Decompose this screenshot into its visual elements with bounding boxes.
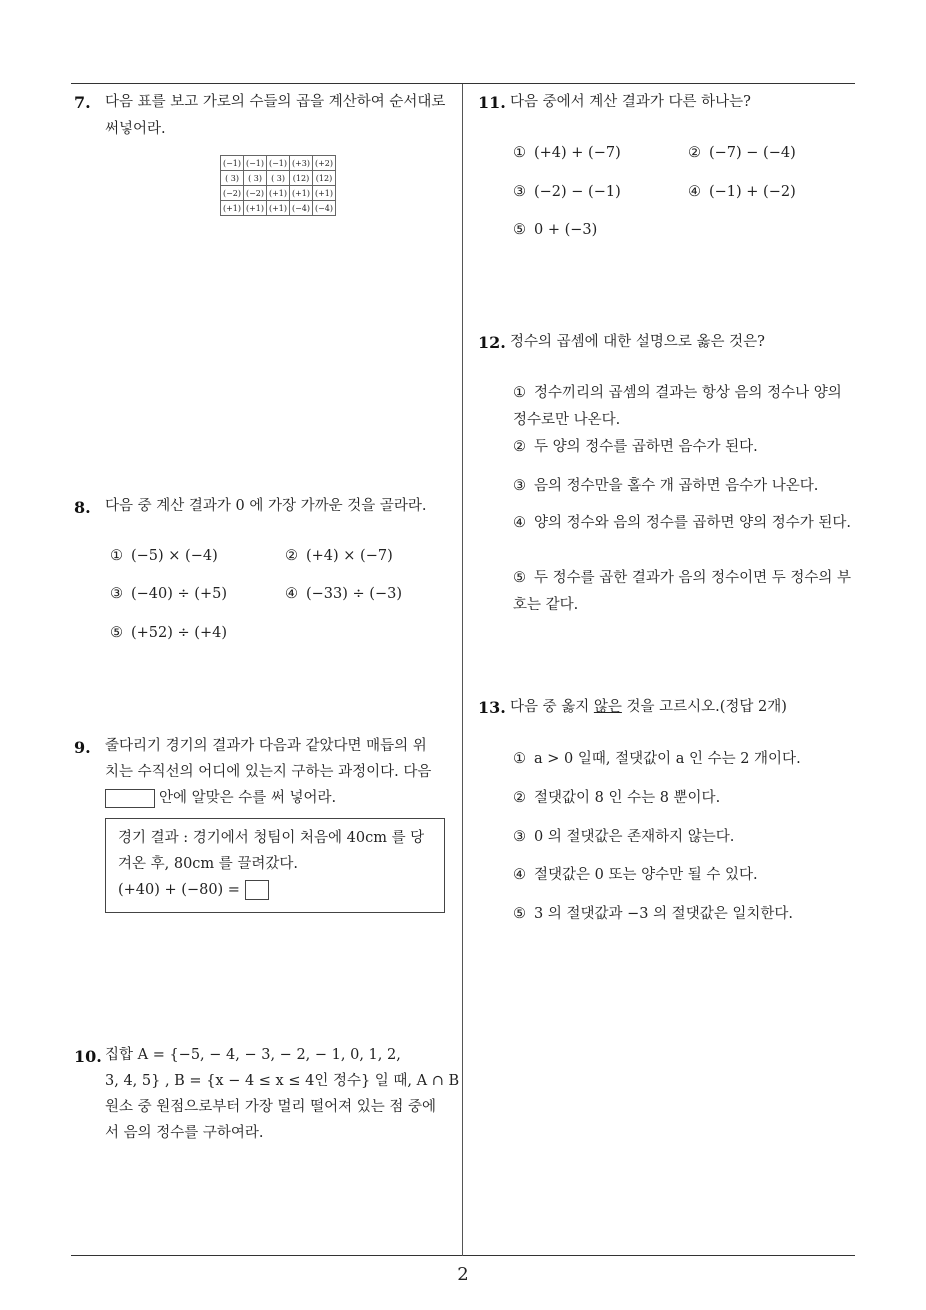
- option-text: 두 정수를 곱한 결과가 음의 정수이면 두 정수의 부호는 같다.: [513, 570, 852, 613]
- table-cell: ( 3): [221, 171, 244, 186]
- table-cell: (+2): [313, 156, 336, 171]
- table-cell: (−1): [244, 156, 267, 171]
- option-text: 음의 정수만을 홀수 개 곱하면 음수가 나온다.: [534, 478, 819, 494]
- question-12-option-5[interactable]: [513, 565, 851, 619]
- table-cell: (12): [290, 171, 313, 186]
- option-mark: ⑤: [513, 570, 526, 586]
- page-number: 2: [457, 1264, 469, 1285]
- question-12-option-2[interactable]: [513, 434, 851, 461]
- table-cell: (+1): [290, 186, 313, 201]
- question-11-option-3[interactable]: [513, 179, 621, 205]
- table-cell: (−1): [221, 156, 244, 171]
- option-mark: ④: [688, 184, 701, 200]
- option-text: 0 + (−3): [534, 222, 598, 238]
- table-row: [221, 186, 336, 201]
- question-12-option-1[interactable]: [513, 380, 851, 434]
- question-9-box-line-2: 겨온 후, 80cm 를 끌려갔다.: [118, 856, 299, 872]
- question-13-option-4[interactable]: [513, 862, 758, 888]
- table-cell: (12): [313, 171, 336, 186]
- question-9-line-2: 치는 수직선의 어디에 있는지 구하는 과정이다. 다음: [105, 764, 432, 780]
- option-mark: ②: [285, 548, 298, 564]
- table-cell: (−4): [290, 201, 313, 216]
- table-cell: (−2): [221, 186, 244, 201]
- table-cell: (−2): [244, 186, 267, 201]
- question-8-number: 8.: [74, 498, 91, 517]
- option-mark: ①: [513, 751, 526, 767]
- option-mark: ②: [688, 145, 701, 161]
- question-13-option-5[interactable]: [513, 901, 793, 927]
- question-13-option-3[interactable]: [513, 824, 734, 850]
- option-mark: ⑤: [513, 906, 526, 922]
- question-10-line-2: 3, 4, 5} , B = {x − 4 ≤ x ≤ 4인 정수} 일 때, A ∩ B: [105, 1073, 460, 1089]
- question-9-box-equation: [118, 877, 269, 904]
- option-mark: ①: [513, 385, 526, 401]
- option-mark: ③: [513, 478, 526, 494]
- table-row: [221, 201, 336, 216]
- option-text: 절댓값은 0 또는 양수만 될 수 있다.: [534, 867, 758, 883]
- question-9-number: 9.: [74, 738, 91, 757]
- question-13-text: [510, 694, 787, 721]
- option-mark: ⑤: [110, 625, 123, 641]
- option-text: (+4) + (−7): [534, 145, 621, 161]
- table-cell: (+3): [290, 156, 313, 171]
- question-10-line-3: 원소 중 원점으로부터 가장 멀리 떨어져 있는 점 중에: [105, 1099, 437, 1115]
- option-text: 정수끼리의 곱셈의 결과는 항상 음의 정수나 양의 정수로만 나온다.: [513, 385, 842, 428]
- table-cell: (−1): [267, 156, 290, 171]
- option-text: (−1) + (−2): [709, 184, 796, 200]
- option-text: 3 의 절댓값과 −3 의 절댓값은 일치한다.: [534, 906, 793, 922]
- option-text: (+52) ÷ (+4): [131, 625, 227, 641]
- option-mark: ③: [513, 184, 526, 200]
- column-divider: [462, 84, 463, 1256]
- question-13-text-after: 것을 고르시오.(정답 2개): [621, 699, 787, 715]
- option-mark: ②: [513, 439, 526, 455]
- option-mark: ①: [513, 145, 526, 161]
- table-cell: ( 3): [244, 171, 267, 186]
- answer-blank-box[interactable]: [245, 880, 269, 900]
- question-7-number: 7.: [74, 93, 91, 112]
- option-text: (−7) − (−4): [709, 145, 796, 161]
- question-13-option-2[interactable]: [513, 785, 720, 811]
- question-12-option-4[interactable]: [513, 510, 851, 537]
- question-11-option-4[interactable]: [688, 179, 796, 205]
- option-text: (−33) ÷ (−3): [306, 586, 402, 602]
- table-cell: (+1): [267, 201, 290, 216]
- question-11-number: 11.: [478, 93, 506, 112]
- table-row: [221, 171, 336, 186]
- answer-blank-inline[interactable]: [105, 789, 155, 808]
- table-cell: (+1): [267, 186, 290, 201]
- question-8-option-4[interactable]: [285, 581, 402, 607]
- question-7-table: [220, 155, 336, 216]
- question-9-box-line-1: 경기 결과 : 경기에서 청팀이 처음에 40cm 를 당: [118, 830, 425, 846]
- question-9-line-3-text: 안에 알맞은 수를 써 넣어라.: [159, 790, 337, 806]
- option-mark: ③: [513, 829, 526, 845]
- option-mark: ④: [285, 586, 298, 602]
- question-12-option-3[interactable]: [513, 473, 851, 500]
- option-text: (−2) − (−1): [534, 184, 621, 200]
- option-text: (−5) × (−4): [131, 548, 218, 564]
- question-8-option-5[interactable]: [110, 620, 227, 646]
- table-cell: (+1): [221, 201, 244, 216]
- question-11-option-2[interactable]: [688, 140, 796, 166]
- question-13-option-1[interactable]: [513, 746, 801, 772]
- question-11-text: 다음 중에서 계산 결과가 다른 하나는?: [510, 94, 751, 110]
- bottom-rule: [71, 1255, 855, 1256]
- question-12-number: 12.: [478, 333, 506, 352]
- question-12-text: 정수의 곱셈에 대한 설명으로 옳은 것은?: [510, 334, 765, 350]
- question-8-option-1[interactable]: [110, 543, 218, 569]
- table-cell: (−4): [313, 201, 336, 216]
- question-10-number: 10.: [74, 1047, 102, 1066]
- table-cell: (+1): [244, 201, 267, 216]
- option-text: (−40) ÷ (+5): [131, 586, 227, 602]
- question-13-number: 13.: [478, 698, 506, 717]
- option-mark: ③: [110, 586, 123, 602]
- question-11-option-1[interactable]: [513, 140, 621, 166]
- option-text: 양의 정수와 음의 정수를 곱하면 양의 정수가 된다.: [534, 515, 852, 531]
- option-text: a > 0 일때, 절댓값이 a 인 수는 2 개이다.: [534, 751, 801, 767]
- equation-text: (+40) + (−80) =: [118, 882, 240, 898]
- option-mark: ④: [513, 515, 526, 531]
- question-9-line-3: [105, 785, 336, 812]
- question-8-text: 다음 중 계산 결과가 0 에 가장 가까운 것을 골라라.: [105, 498, 427, 514]
- option-text: 절댓값이 8 인 수는 8 뿐이다.: [534, 790, 721, 806]
- question-13-text-underlined: 않은: [593, 699, 622, 715]
- question-10-line-1: 집합 A = {−5, − 4, − 3, − 2, − 1, 0, 1, 2,: [105, 1047, 401, 1063]
- question-11-option-5[interactable]: [513, 217, 597, 243]
- option-text: (+4) × (−7): [306, 548, 393, 564]
- option-text: 0 의 절댓값은 존재하지 않는다.: [534, 829, 735, 845]
- question-13-text-before: 다음 중 옳지: [510, 699, 594, 715]
- table-cell: ( 3): [267, 171, 290, 186]
- question-7-text: 다음 표를 보고 가로의 수들의 곱을 계산하여 순서대로 써넣어라.: [105, 94, 446, 137]
- question-9-line-1: 줄다리기 경기의 결과가 다음과 같았다면 매듭의 위: [105, 738, 427, 754]
- table-cell: (+1): [313, 186, 336, 201]
- option-mark: ②: [513, 790, 526, 806]
- question-8-option-3[interactable]: [110, 581, 227, 607]
- question-8-option-2[interactable]: [285, 543, 393, 569]
- table-row: [221, 156, 336, 171]
- option-mark: ①: [110, 548, 123, 564]
- question-10-line-4: 서 음의 정수를 구하여라.: [105, 1125, 264, 1141]
- option-mark: ⑤: [513, 222, 526, 238]
- option-mark: ④: [513, 867, 526, 883]
- top-rule: [71, 83, 855, 84]
- option-text: 두 양의 정수를 곱하면 음수가 된다.: [534, 439, 758, 455]
